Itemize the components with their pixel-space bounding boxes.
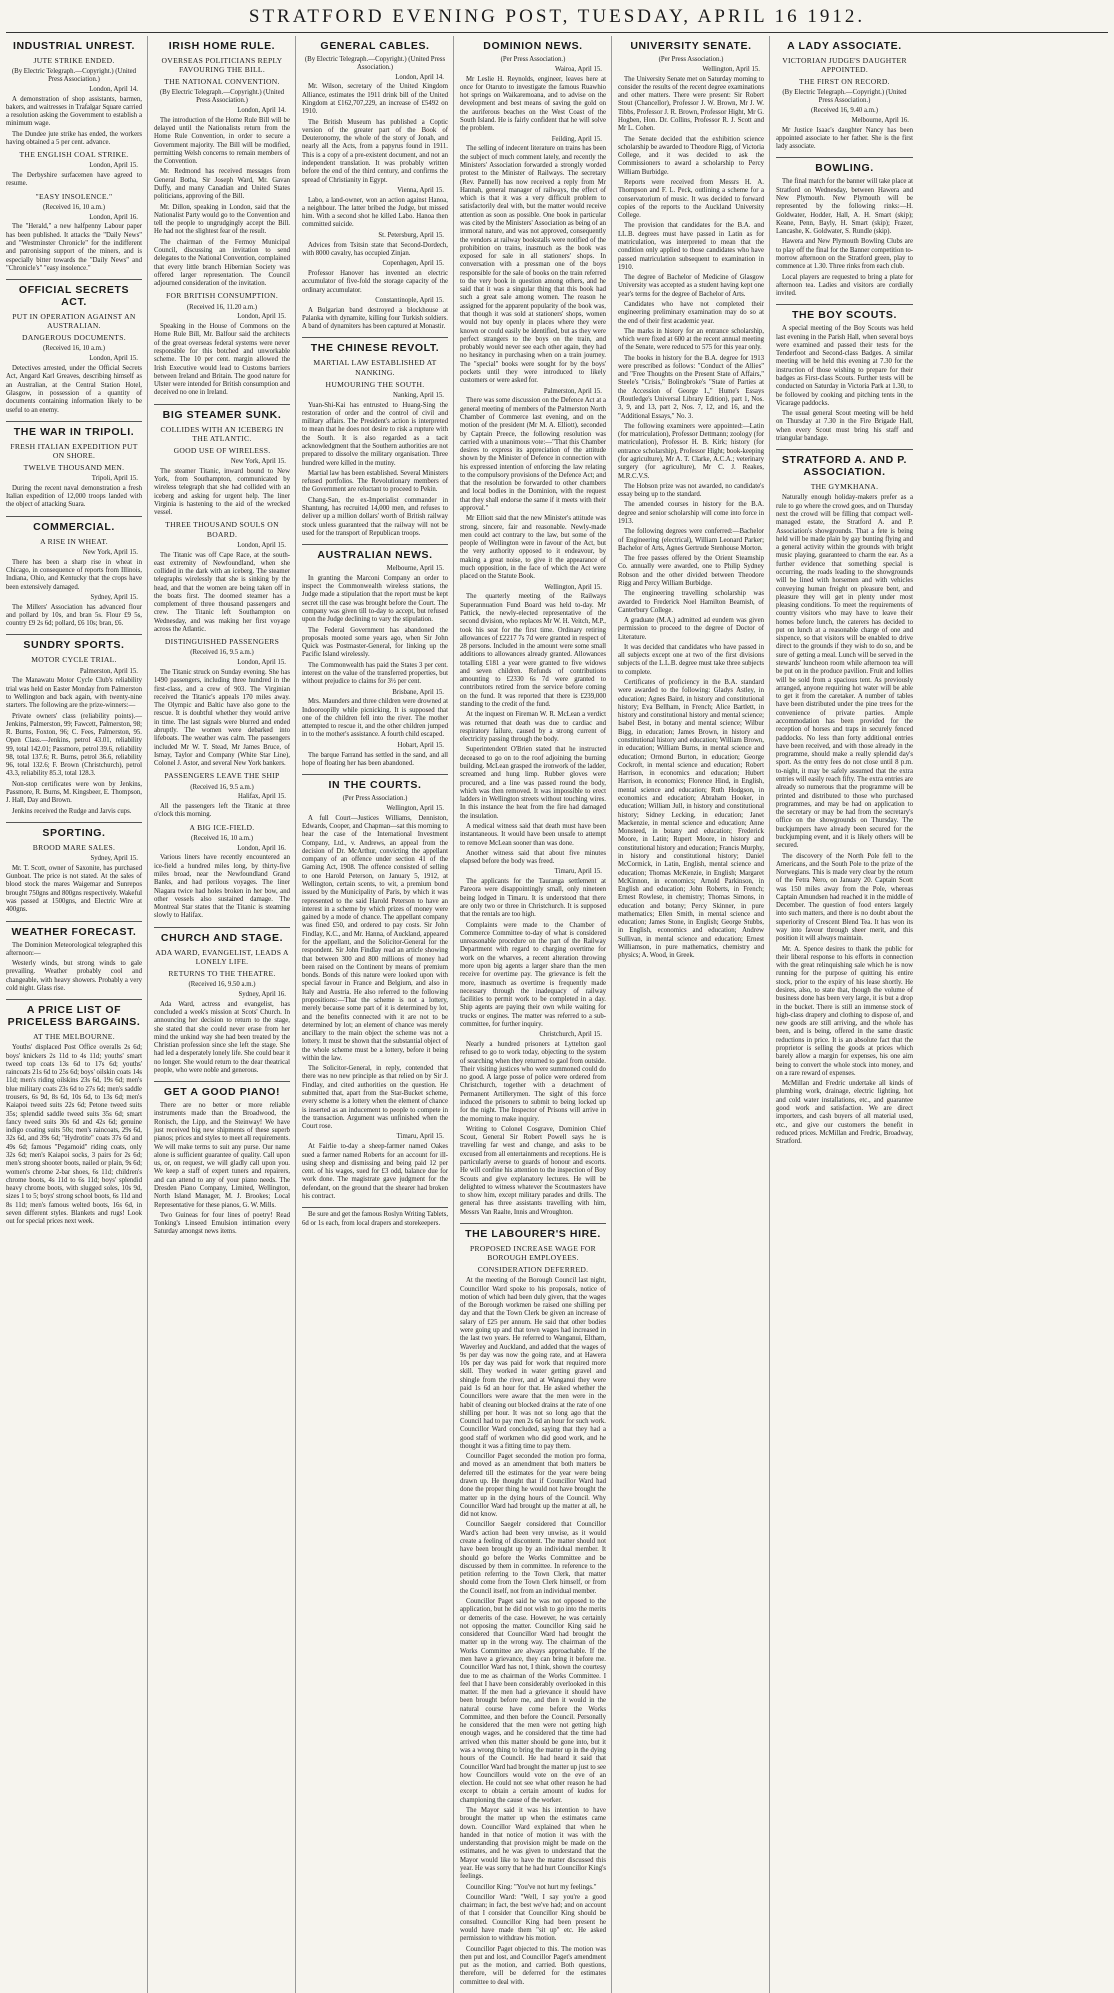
- article-paragraph: The introduction of the Home Rule Bill will be delayed until the Nationalists return from the Home Rule Convention, in order to secure a Government majority. The Bill will be modified, permitting Welsh concerns to remain members of the Convention.: [154, 116, 290, 166]
- article-paragraph: Complaints were made to the Chamber of Commerce Committee to-day of what is considered unreasonable procedure on the part of the Railway Department with regard to charging overtime for work on the wharves, a recent alteration throwing more upon big agents a larger share than the men receive for overtime pay. The grievance is felt the more, inasmuch as overtime is frequently made necessary through the inadequacy of railway facilities to permit work to be completed in a day. Ship agents are paying their own while waiting for trucks or engines. The matter was referred to a sub-committee, for further inquiry.: [460, 921, 606, 1028]
- article: [776, 449, 913, 1146]
- article-paragraph: The discovery of the North Pole fell to the Americans, and the South Pole to the prize of the Norwegians. This is made very clear by the return of the Fetra Nero, on January 20. Captain Scott was 150 miles away from the Pole, whereas Captain Amundsen had reached it in the middle of December. The question of food enters largely into such matters, and there is no doubt about the superiority of Crescent Blend Tea. It has won its way into favour through sheer merit, and this position it will always maintain.: [776, 852, 913, 943]
- subheading: "EASY INSOLENCE.": [35, 191, 113, 201]
- article-paragraph: The Senate decided that the exhibition science scholarship be awarded to Theodore Rigg, of Victoria College, and it was decided to ask the Commissioners to award a scholarship to Percy William Burbidge.: [618, 135, 764, 176]
- article-paragraph: Jenkins received the Rudge and Jarvis cups.: [12, 807, 132, 815]
- article-paragraph: A special meeting of the Boy Scouts was held last evening in the Parish Hall, when several boys were examined and passed their tests for the Tenderfoot and Second-class Badges. A similar meeting will be held this evening at 7.30 for the instruction of those wishing to prepare for their badges as First-class Scouts. Further tests will be conducted on Saturday in Victoria Park at 1.30, to be followed by cooking and pitching tents in the Vicarage paddocks.: [776, 325, 913, 407]
- subheading: THE NATIONAL CONVENTION.: [164, 77, 280, 87]
- dateline: London, April 16.: [237, 844, 286, 852]
- dateline: Palmerston, April 15.: [79, 667, 138, 675]
- article-paragraph: The Dominion Meteorological telegraphed this afternoon:—: [6, 941, 142, 957]
- article-paragraph: A graduate (M.A.) admitted ad eundem was given permission to proceed to the degree of Doctor of Literature.: [618, 617, 764, 641]
- article: [776, 40, 913, 151]
- subheading: DISTINGUISHED PASSENGERS: [164, 637, 280, 647]
- subheading: THE ENGLISH COAL STRIKE.: [19, 150, 129, 160]
- article: [6, 40, 142, 273]
- subheading: BROOD MARE SALES.: [32, 842, 116, 852]
- subheading: GOOD USE OF WIRELESS.: [173, 445, 271, 455]
- article: [618, 40, 764, 961]
- article-paragraph: The Hobson prize was not awarded, no candidate's essay being up to the standard.: [618, 482, 764, 499]
- column-rule: [154, 404, 290, 405]
- column-rule: [6, 634, 142, 635]
- article-paragraph: Mr. A. Spence desires to thank the public for their liberal response to his efforts in connection with the great relinquishing sale which he is now running for the purpose of quitting his entire stock, prior to the expiry of his lease shortly. He desires, also, to state that, though the volume of business done has been very large, it is but a drop in the bucket. There is still an immense stock of high-class drapery and clothing to dispose of, and new goods are still arriving, and the whole has been, and is being, offered in the same drastic reductions in price. It is an absolute fact that the proprietor is selling the goods at prices which barely allow a margin for expenses, his one aim being to convert the whole stock into money, and on a rare reward of expenses.: [776, 945, 913, 1077]
- column-rule: [154, 1081, 290, 1082]
- column-rule: [302, 1207, 448, 1208]
- column-rule: [460, 1223, 606, 1224]
- article-heading: CHURCH AND STAGE.: [160, 931, 284, 944]
- dateline: London, April 15.: [237, 541, 286, 549]
- column-rule: [776, 304, 913, 305]
- column-1: [6, 36, 148, 1993]
- article-paragraph: The marks in history for an entrance scholarship, which were fixed at 600 at the recent annual meeting of the Senate, were reduced to 575 for this year only.: [618, 327, 764, 352]
- article-paragraph: Martial law has been established. Several Ministers refused portfolios. The Revolutionary members of the Government are reluctant to proceed to Pekin.: [302, 469, 448, 494]
- article-heading: GET A GOOD PIANO!: [163, 1086, 281, 1099]
- dateline: London, April 14.: [237, 106, 286, 114]
- column-rule: [302, 544, 448, 545]
- source-line: (By Electric Telegraph.—Copyright.) (United Press Association.): [11, 68, 137, 83]
- article-heading: GENERAL CABLES.: [320, 40, 430, 52]
- article-paragraph: Mr Justice Isaac's daughter Nancy has been appointed associate to her father. She is the first lady associate.: [776, 126, 913, 151]
- article-paragraph: At the inquest on Fireman W. R. McLean a verdict was returned that death was due to cardiac and respiratory failure, caused by a strong current of electricity passing through the body.: [460, 711, 606, 744]
- dateline: New York, April 15.: [230, 457, 286, 465]
- article-paragraph: It was decided that candidates who have passed in all subjects except one at two of the first divisions subjects of the L.L.B. degree must take three subjects to complete.: [618, 643, 764, 676]
- article-paragraph: The Millers' Association has advanced flour and pollard by 10s, and bran 5s. Flour £9 5s, country £9 2s 6d; pollard, £6 10s; bran, £6.: [6, 603, 142, 628]
- dateline: Tripoli, April 15.: [91, 475, 138, 483]
- dateline: Sydney, April 15.: [90, 855, 138, 862]
- article: [6, 634, 142, 815]
- article-paragraph: Mr. Redmond has received messages from General Botha, Sir Joseph Ward, Mr. Gavan Duffy, and many Canadian and United States politicians, approving of the Bill.: [154, 168, 290, 201]
- article-paragraph: The Federal Government has abandoned the proposals mooted some years ago, when Sir John Quick was Postmaster-General, for linking up the Pacific Island wirelessly.: [302, 626, 448, 659]
- article-paragraph: The usual general Scout meeting will be held on Thursday at 7.30 in the Fire Brigade Hall, when every Scout must bring his staff and triangular bandage.: [776, 410, 913, 443]
- column-rule: [776, 449, 913, 450]
- article-paragraph: The Titanic was off Cape Race, at the south-east extremity of Newfoundland, when she collided in the dark with an iceberg. The steamer telegraphs wirelessly that she is sinking by the head, and that the women are being taken off in the boats first. The doomed steamer has a complement of three thousand passengers and crew. The Titanic left Southampton on Wednesday, and was making her first voyage across the Atlantic.: [154, 551, 290, 634]
- article-paragraph: Reports were received from Messrs H. A. Thompson and F. L. Peck, outlining a scheme for a conservatorium of music. It was decided to forward copies of the reports to the Auckland University College.: [618, 179, 764, 220]
- article-heading: DOMINION NEWS.: [483, 40, 583, 52]
- dateline: Nanking, April 15.: [393, 391, 444, 399]
- article: [154, 927, 290, 1075]
- article-paragraph: There was some discussion on the Defence Act at a general meeting of members of the Palmerston North Chamber of Commerce last evening, and on the motion of the president (Mr M. A. Elliott), seconded by Captain Preece, the following resolution was carried with a unanimous vote:—"That this Chamber desires to express its appreciation of the attitude shown by the Minister of Defence in connection with his expressed intention of enforcing the law relating to the compulsory provisions of the Defence Act; and that the resolution be forwarded to other chambers and local bodies in the Dominion, with the request that they shall endorse the same if it meets with their approval.": [460, 397, 606, 513]
- column-rule: [6, 421, 142, 422]
- article-heading: A PRICE LIST OF PRICELESS BARGAINS.: [7, 1004, 141, 1029]
- subheading: TWELVE THOUSAND MEN.: [23, 463, 125, 472]
- article-paragraph: All the passengers left the Titanic at three o'clock this morning.: [154, 803, 290, 819]
- subheading: JUTE STRIKE ENDED.: [33, 56, 115, 65]
- subheading: THREE THOUSAND SOULS ON BOARD.: [165, 520, 279, 539]
- article-paragraph: Mr. Wilson, secretary of the United Kingdom Alliance, estimates the 1911 drink bill of the United Kingdom at £162,707,229, an increase of £5492 on 1910.: [302, 83, 448, 116]
- article-paragraph: Yuan-Shi-Kai has entrusted to Huang-Sing the restoration of order and the control of civil and military affairs. The President's action is interpreted to mean that he does not desire to risk a rupture with the South. It is also regarded as a tacit acknowledgment that the Southern authorities are not prepared to dissolve the military organisation. Three hundred were killed in the mutiny.: [302, 401, 448, 467]
- article: [6, 421, 142, 510]
- article-paragraph: The University Senate met on Saturday morning to consider the results of the recent degree examinations and other matters. There were present: Sir Robert Stout (Chancellor), Professor J. W. Brown, Mr J. W. Tibbs, Professor J. R. Brown, Professor Hight, Mr G. Hogben, Hon. Dr. Collins, Professor R. J. Scott and Mr L. Cohen.: [618, 75, 764, 133]
- dateline: Melbourne, April 15.: [386, 565, 444, 573]
- article-paragraph: The degree of Bachelor of Medicine of Glasgow University was accepted as a student having kept one year's terms for the degree of Bachelor of Arts.: [618, 274, 764, 298]
- subheading: PASSENGERS LEAVE THE SHIP: [164, 771, 280, 781]
- dateline: Sydney, April 15.: [90, 593, 138, 601]
- article-paragraph: A Bulgarian band destroyed a blockhouse at Palanka with dynamite, killing four Turkish soldiers. A band of dynamiters has been captured at Monastir.: [302, 306, 448, 331]
- dateline: London, April 14.: [395, 73, 444, 81]
- article-paragraph: The "Herald," a new halfpenny Labour paper has been published. It attacks the "Daily News" and "Westminster Chronicle" for the indifferent and patronising support of the miners, and is especially bitter towards the "Daily News" and "Chronicle's" "easy insolence.": [6, 223, 142, 272]
- article-paragraph: Detectives arrested, under the Official Secrets Act, Angard Karl Greaves, describing himself as an Australian, at the Central Station Hotel, Glasgow, in possession of a quantity of documents containing information likely to be useful to an enemy.: [6, 365, 142, 414]
- column-5: [618, 36, 770, 1993]
- subheading: CONSIDERATION DEFERRED.: [477, 1265, 589, 1275]
- dateline: Melbourne, April 16.: [851, 116, 909, 124]
- article-paragraph: The Manawatu Motor Cycle Club's reliability trial was held on Easter Monday from Palmerston to Wellington and back again, with twenty-nine starters. The following are the prize-winners:—: [6, 677, 142, 710]
- article-paragraph: The applicants for the Tauranga settlement at Pareora were disappointingly small, only nineteen being lodged in Timaru. It is understood that there are only two or three in Christchurch. It is supposed that the rentals are too high.: [460, 878, 606, 919]
- article: [302, 40, 448, 331]
- article-heading: BOWLING.: [815, 162, 874, 175]
- article: [154, 1081, 290, 1237]
- article-heading: A LADY ASSOCIATE.: [787, 40, 902, 52]
- article-paragraph: Councillor Paget seconded the motion pro forma, and moved as an amendment that both matters be deferred till the estimates for the year were being drawn up. He thought that if Councillor Ward had done the proper thing he would not have brought the matter up in the dying hours of the Council. Why Councillor Ward had brought up the matter at all, he did not know.: [460, 1453, 606, 1519]
- article: [6, 516, 142, 629]
- article-paragraph: A medical witness said that death must have been instantaneous. It would have been unsafe to attempt to remove McLean sooner than was done.: [460, 822, 606, 847]
- dateline: Copenhagen, April 15.: [382, 260, 444, 268]
- article-paragraph: Youths' displaced Post Office overalls 2s 6d; boys' knickers 2s 11d to 4s 11d; youths' smart tweed top coats 13s 6d to 17s 6d; youths' raincoats 21s 6d to 25s 6d; boys' oilskin coats 14s 11d; men's riding oilskins 23s 6d, 19s 6d; men's blue military coats 23s 6d to 27s 6d; men's saddle trousers, 6s 9d, 8s 6d, 10s 6d, to 13s 6d; men's Kaiapoi tweed suits 22s 6d; Petone tweed suits 35s; splendid saddle tweed suits 35s 6d; smart fancy tweed suits 30s 6d and 42s 6d; genuine indigo coating suits 50s; men's raincoats, 29s 6d, 32s 6d, and 39s 6d; "Hydrotite" coats 37s 6d and 49s 6d; famous "Pegamoid" riding coats, only 32s 6d; men's Kaiapoi socks, 3 pairs for 2s 6d; men's strong shooter boots, nailed or plain, 9s 6d; women's chrome 2-bar shoes, 6s 11d; children's chrome boots, 4s 11d to 6s 11d; boys' splendid heavy chrome boots, with slugged soles, 10s 9d, sizes 1 to 5; boys' strong school boots, 6s 11d and 8s 11d; men's famous welted boots, 16s 6d, in seven different styles. Blankets and rugs! Look out for special prices next week.: [6, 1044, 142, 1226]
- article-paragraph: Private owners' class (reliability points).—Jenkins, Palmerston, 99; Fawcett, Palmerston, 98; R. Burns, Foxton, 96; C. Fees, Palmerston, 95. Open Class.—Jenkins, petrol 43.01, reliability 99, total 142.01; Passmore, petrol 39.6, reliability 98, total 137.6; R. Burns, petrol 36.6, reliability 96, total 132.6; F. Brown (Christchurch), petrol 43.3, reliability 85.3, total 128.3.: [6, 712, 142, 778]
- article-paragraph: Nearly a hundred prisoners at Lyttelton gaol refused to go to work today, objecting to the system of searching when they returned to gaol from outside. Their visiting justices who were summoned could do no good. A large posse of police were ordered from Christchurch, together with a detachment of Permanent Artillerymen. The sight of this force induced the prisoners to submit to being locked up for the night. The Inspector of Prisons will arrive in the morning to make inquiry.: [460, 1041, 606, 1123]
- subheading: OVERSEAS POLITICIANS REPLY FAVOURING THE BILL.: [161, 56, 283, 75]
- article-heading: SUNDRY SPORTS.: [23, 639, 125, 652]
- subheading: HUMOURING THE SOUTH.: [325, 379, 425, 389]
- dateline: Feilding, April 15.: [551, 135, 602, 143]
- article: [302, 544, 448, 768]
- subheading: FRESH ITALIAN EXPEDITION PUT ON SHORE.: [10, 441, 138, 460]
- subheading: ADA WARD, EVANGELIST, LEADS A LONELY LIFE.: [155, 947, 289, 966]
- article-paragraph: During the recent naval demonstration a fresh Italian expedition of 12,000 troops landed with the object of attacking Suara.: [6, 484, 142, 509]
- article-paragraph: The British Museum has published a Coptic version of the greater part of the Book of Deuteronomy, the whole of the story of Jonah, and nearly all the Acts, from a papyrus found in 1911. This is a copy of a pre-existent document, and not an independent translation. It was probably written before the end of the third century, and confirms the spread of Christianity in Egypt.: [302, 118, 448, 184]
- labourers-hire-article: [460, 1223, 606, 1987]
- article-paragraph: The free passes offered by the Orient Steamship Co. annually were awarded, one to Philip Sydney Robson and the other divided between Theodore Rigg and Percy William Burbidge.: [618, 555, 764, 587]
- article-paragraph: Advices from Tsitsin state that Second-Dordech, with 8000 cavalry, has occupied Zinjan.: [302, 241, 448, 257]
- article-paragraph: Councillor Saegelr considered that Councillor Ward's action had been very unwise, as it would create a feeling of discontent. The matter should not have been brought up by an individual member. It should go before the Works Committee and be discussed by them in committee. In reference to the petition referring to the Town Clerk, that matter should come from the Town Clerk himself, or from the Council itself, not from an individual member.: [460, 1521, 606, 1595]
- columns-container: [6, 36, 1108, 1986]
- dateline: London, April 14.: [89, 85, 138, 93]
- article-paragraph: McMillan and Fredric undertake all kinds of plumbing work, drainage, electric lighting, hot and cold water installations, etc., and guarantee good work and satisfaction. We are direct importers, and cash buyers of all material used, etc., and give our customers the benefit in reduced prices. McMillan and Fredric, Broadway, Stratford.: [776, 1080, 913, 1146]
- dateline: Sydney, April 16.: [238, 990, 286, 998]
- article-paragraph: The quarterly meeting of the Railways Superannuation Fund Board was held to-day. Mr Pattick, the newly-elected representative of the second division, who replaces Mr W. H. Veitch, M.P., took his seat for the first time. Ordinary retiring allowances of £2217 7s 7d were granted in respect of 28 persons. Included in the amount were some small additions to allowances already granted. Allowances totalling £181 a year were granted to five widows and seven children. Refunds of contributions amounting to £2330 6s 7d were granted to contributors retired from the service before coming on the fund. It was reported that there is £239,000 standing to the credit of the fund.: [460, 593, 606, 709]
- subheading: THE FIRST ON RECORD.: [799, 77, 890, 87]
- dateline: London, April 16.: [89, 213, 138, 221]
- article-heading: STRATFORD A. AND P. ASSOCIATION.: [781, 454, 908, 479]
- source-line: (Per Press Association.): [658, 56, 724, 63]
- source-line: (Received 16, 10 a.m.): [191, 834, 253, 842]
- dateline: Wellington, April 15.: [702, 65, 760, 73]
- dateline: London, April 15.: [89, 162, 138, 170]
- article-paragraph: Speaking in the House of Commons on the Home Rule Bill, Mr. Balfour said the architects of the great overseas federal systems were never responsible for this botched and unworkable scheme. The 10 per cent. margin allowed the Irish Executive would lead to Customs barriers between Ireland and Britain. The good nature for Ulster were intended for British consumption and deceived no one in Ireland.: [154, 323, 290, 397]
- article-paragraph: Mr. T. Scott, owner of Saxonite, has purchased Gunboat. The price is not stated. At the sales of blood stock the mares Waigemar and Sunrepos brought 750gns and 800gns respectively. Wakeful was passed at 1500gns, and Electric Wire at 400gns.: [6, 864, 142, 914]
- article-heading: IN THE COURTS.: [328, 779, 422, 792]
- subheading: THE GYMKHANA.: [810, 482, 879, 492]
- article-paragraph: At Fairlie to-day a sheep-farmer named Oakes sued a farmer named Roberts for an account for ill-using sheep and dismissing and being paid 12 per cent. of his wages, sued for £3 odd, balance due for work done. The magistrate gave judgment for the defendant, on the ground that the shearer had broken his contract.: [302, 1143, 448, 1200]
- subheading: RETURNS TO THE THEATRE.: [168, 968, 276, 978]
- article-paragraph: The following degrees were conferred:—Bachelor of Engineering (electrical), William Leonard Parker; Bachelor of Arts, Agnes Gertrude Stenhouse Morton.: [618, 528, 764, 552]
- dateline: London, April 15.: [237, 313, 286, 321]
- subheading: MARTIAL LAW ESTABLISHED AT NANKING.: [313, 358, 437, 377]
- article-paragraph: There are no better or more reliable instruments made than the Broadwood, the Ronisch, the Lipp, and the Steinway! We have just received big new shipments of these superb pianos; prices and styles to meet all requirements. We will make terms to suit any purse. Our name alone is sufficient guarantee of quality. Call upon us, or, on request, we will gladly call upon you. We keep a staff of expert tuners and repairers, and can attend to any of your piano needs. The Dresden Piano Company, Limited, Wellington, North Island Manager, M. J. Brookes; Local Representative for these pianos, G. W. Mills.: [154, 1102, 290, 1209]
- article-paragraph: Councillor Paget objected to this. The motion was then put and lost, and Councillor Paget's amendment put as the motion, and carried. Both questions, therefore, will be deferred for the estimates committee to deal with.: [460, 1945, 606, 1986]
- dateline: Palmerston, April 15.: [543, 387, 602, 395]
- source-line: (Received 16, 9.5 a.m.): [190, 649, 254, 657]
- article-heading: WEATHER FORECAST.: [11, 925, 137, 938]
- dateline: Hobart, April 15.: [397, 741, 444, 749]
- source-line: (By Electric Telegraph.—Copyright.) (United Press Association.): [159, 89, 285, 105]
- column-3: [302, 36, 454, 1993]
- dateline: Timaru, April 15.: [554, 868, 602, 876]
- article-paragraph: The Mayor said it was his intention to have brought the matter up when the estimates came down. Councillor Ward explained that when he handed in that notice of motion it was with the understanding that provision might be made on the estimates, and he was given to understand that the Mayor would like to have the matter discussed this year. He was sorry that he had hurt Councillor King's feelings.: [460, 1807, 606, 1881]
- article-heading: BIG STEAMER SUNK.: [162, 408, 282, 421]
- article-paragraph: Councillor Paget said he was not opposed to the application, but he did not wish to go into the merits or demerits of the case. However, he was certainly not opposing the matter. Councillor King said he considered that Councillor Ward had brought the matter up in the wrong way. The chairman of the Works Committee are always approachable. If the men have a grievance, they can bring it before me. Councillor Ward has not, I think, shown the courtesy due to me as chairman of the Works Committee. I feel that I have been considerably overlooked in this matter. If the men had a grievance it should have been brought before me, and then it would in the natural course have come before the Works Committee, and then before the Council. Personally he considered that the men were not getting high enough wages, and he considered that the time had arrived when this matter should be gone into, but it was a wrong thing to bring the matter up in the dying hours of the Council. He had heard it said that Councillor Ward had brought the matter up just to see how Councillors would vote on the eve of an election. He could not see what other reason he had except to obtain a certain amount of kudos for championing the cause of the worker.: [460, 1597, 606, 1804]
- article: [6, 822, 142, 915]
- article: [776, 304, 913, 443]
- article-paragraph: Another witness said that about five minutes elapsed before the body was freed.: [460, 849, 606, 866]
- column-rule: [776, 157, 913, 158]
- dateline: Constantinople, April 15.: [375, 296, 444, 304]
- article-paragraph: Writing to Colonel Cosgrave, Dominion Chief Scout, General Sir Robert Powell says he is travelling far west and change, and asks to be excused from all entertainments and receptions. He is particularly averse to guards of honour and escorts. He will confine his attention to the inspection of Boy Scouts and give explanatory lectures. He will be delighted to witness whatever the Scoutmasters have to show him, except military parades and drills. The general has three assistants travelling with him, Messrs Van Raalte, Innis and Wroughton.: [460, 1125, 606, 1216]
- article-heading: SPORTING.: [42, 826, 106, 839]
- article-paragraph: Local players are requested to bring a plate for afternoon tea. Ladies and visitors are cordially invited.: [776, 273, 913, 298]
- dateline: St. Petersburg, April 15.: [378, 231, 444, 239]
- column-rule: [302, 337, 448, 338]
- article-paragraph: The Commonwealth has paid the States 3 per cent. interest on the value of the transferred properties, but without prejudice to claims for 3½ per cent.: [302, 661, 448, 686]
- dateline: Wellington, April 15.: [544, 583, 602, 591]
- source-line: (Per Press Association.): [500, 56, 566, 63]
- article-heading: OFFICIAL SECRETS ACT.: [18, 284, 130, 309]
- source-line: (Received 16, 9.50 a.m.): [188, 981, 256, 989]
- subheading: DANGEROUS DOCUMENTS.: [22, 333, 126, 343]
- article-paragraph: The following examiners were appointed:—Latin (for matriculation), Professor Dettmann; zoology (for matriculation), Professor H. B. Kirk; history (for entrance scholarship), Professor Hight; book-keeping (for agriculture), Mr A. T. Clarke, A.C.A.; veterinary surgery (for agriculture), Mr C. J. Reakes, M.R.C.V.S.: [618, 422, 764, 480]
- article-paragraph: A demonstration of shop assistants, barmen, bakers, and waitresses in Trafalgar Square carried a resolution asking the Government to establish a minimum wage.: [6, 95, 142, 128]
- subheading: COLLIDES WITH AN ICEBERG IN THE ATLANTIC.: [160, 424, 284, 443]
- subheading: VICTORIAN JUDGE'S DAUGHTER APPOINTED.: [782, 56, 907, 75]
- article: [6, 999, 142, 1226]
- dateline: Christchurch, April 15.: [539, 1031, 602, 1039]
- column-rule: [6, 822, 142, 823]
- dateline: London, April 15.: [237, 659, 286, 667]
- article-heading: THE WAR IN TRIPOLI.: [13, 425, 135, 438]
- article-paragraph: Professor Hanover has invented an electric accumulator of five-fold the storage capacity of the ordinary accumulator.: [302, 269, 448, 294]
- article-paragraph: The engineering travelling scholarship was awarded to Frederick Noel Hamilton Beamish, of Canterbury College.: [618, 590, 764, 614]
- column-rule: [302, 774, 448, 775]
- article-heading: UNIVERSITY SENATE.: [630, 40, 752, 52]
- article: [302, 337, 448, 538]
- article-paragraph: Non-stop certificates were won by Jenkins, Passmore, R. Burns, M. Kingsbeer, E. Thompson, J. Hall, Day and Brown.: [6, 780, 142, 805]
- article-paragraph: Mr Elliott said that the new Minister's attitude was strong, sincere, fair and reasonable. Newly-made men could act contrary to the law, but some of the people of Wellington were in favour of the Act, but the very authority opposed to it endeavour, by making a great noise, to give it the appearance of much opposition, in the face of which the Act were placed on the Statute Book.: [460, 515, 606, 581]
- article-heading: AUSTRALIAN NEWS.: [317, 549, 433, 562]
- article: [460, 40, 606, 1217]
- article-paragraph: The selling of indecent literature on trains has been the subject of much comment lately, and recently the Ministers' Association forwarded a strongly worded protest to the Minister of Railways. The secretary (Rev. Pannell) has now received a reply from Mr Hannah, general manager of railways, the effect of which is that it was a very difficult problem to satisfactorily deal with, but the matter would receive attention as soon as possible. One book in particular was cited by the Ministers' Association as being of an immoral nature, and was not approved, consequently the vendors at railway bookstalls were notified of the prohibition on trains, inasmuch as the book was exposed for sale in all stationers' shops. In conversation with a pressman one of the boys responsible for the sale of books on the train referred to the very book in question among others, and he said that it was a singular thing that this book had such a great sale among women. The reason he assigned for the apparent popularity of the book was, that though it was sold at stationers' shops, women would not buy openly in places where they were known or could easily be identified, but as they were perfect strangers to the boys on the train, and probably would never see each other again, they had no hesitancy in purchasing when on a train journey. The "special" books were sought for by the boys' pockets until they were introduced to likely customers or were asked for.: [460, 145, 606, 385]
- article-paragraph: The Solicitor-General, in reply, contended that there was no new principle as that relied on by Sir J. Findlay, and cited authorities on the question. He submitted that, apart from the Star-Bucket scheme, every scheme is a lottery when the element of chance is inserted as an inducement to people to compete in the transaction. Argument was unfinished when the Court rose.: [302, 1065, 448, 1131]
- article-paragraph: Westerly winds, but strong winds to gale prevailing. Weather probably cool and changeable, with heavy showers. Probably a very cold night. Glass rise.: [6, 960, 142, 992]
- article: [302, 774, 448, 1201]
- article: [776, 157, 913, 298]
- column-6: [776, 36, 918, 1993]
- article-paragraph: The barque Farrand has settled in the sand, and all hope of floating her has been abandoned.: [302, 751, 448, 767]
- source-line: (Received 16, 9.5 a.m.): [190, 783, 254, 791]
- article-paragraph: Certificates of proficiency in the B.A. standard were awarded to the following: Gladys Astley, in education; Agnes Baird, in history and constitutional history; Eva Bellham, in French; Alice Bartlett, in history and constitutional history and mental science; Isabel Best, in botany and mental science; Wilbur Bigg, in education; James Brown, in history and constitutional history and education; William Brown, in education; William Burns, in mental science and education; Ormond Burton, in education; George Cockroft, in mental science and education; Robert Harrison, in economics and education; Hubert Harrison, in economics; Florence Hind, in English, mental science and education; Ruth Hodgson, in economics and education; Abraham Hooker, in education; William Jull, in history and constitutional history; Sidney Lecking, in education; Janet Mackenzie, in mental science and education; Anne Monsteed, in botany and education; Frederick Moore, in Latin; Rupert Moore, in history and constitutional history and education; Francis Murphy, in history and constitutional history; Daniel McCormick, in Latin, English, mental science and education; Thomas McKenzie, in English; Margaret McKinnon, in economics; Arnold Parkinson, in English and education; John Roberts, in French; Ernest Rowlese, in chemistry; Thomas Simons, in education and botany; Percy Skinner, in pure mathematics; Ellen Smith, in mental science and education; James Stone, in English; George Stubbs, in English, economics and education; Andrew Sullivan, in mental science and education; Ernest Williamson, in pure mathematics, chemistry and physics; A. Wood, in Greek.: [618, 679, 764, 960]
- source-line: (By Electric Telegraph.—Copyright.) (United Press Association.): [304, 56, 446, 71]
- article-paragraph: Ada Ward, actress and evangelist, has concluded a week's mission at Scots' Church. In announcing her decision to return to the stage, she stated that she could never erase from her mind the unkind way she had been treated by the Christian profession since she left the stage. She had led a desperately lonely life. She could bear it no longer. She would return to the dear theatrical people, who were noble and generous.: [154, 1000, 290, 1074]
- article-paragraph: The amended courses in history for the B.A. degree and senior scholarship will come into force in 1913.: [618, 501, 764, 525]
- subheading: PROPOSED INCREASE WAGE FOR BOROUGH EMPLOYEES.: [469, 1243, 596, 1263]
- source-line: (Per Press Association.): [342, 795, 408, 803]
- article-heading: COMMERCIAL.: [33, 520, 115, 533]
- article-paragraph: Mr. Dillon, speaking in London, said that the Nationalist Party would go to the Convention and tell the people to ungrudgingly accept the Bill. He had not the slightest fear of the result.: [154, 203, 290, 236]
- article-paragraph: Superintendent O'Brien stated that he instructed deceased to go on to the roof adjoining the burning building. McLean grasped the ironwork of the ladder, screamed and hung limp. Rubber gloves were procured, and a line was passed round the body, which was then removed. It was impossible to erect ladders in Wellington streets without touching wires. In this instance the heat from the fire had damaged the insulation.: [460, 746, 606, 820]
- masthead: STRATFORD EVENING POST, TUESDAY, APRIL 16 1912.: [6, 4, 1108, 33]
- subheading: AT THE MELBOURNE.: [33, 1032, 115, 1042]
- article-paragraph: The chairman of the Fermoy Municipal Council, discussing an invitation to send delegates to the National Convention, complained that every little branch Hibernian Society was offered larger representation. The Council adjourned consideration of the invitation.: [154, 238, 290, 288]
- column-2: [154, 36, 296, 1993]
- article-paragraph: The final match for the banner will take place at Stratford on Wednesday, between Hawera and New Plymouth. New Plymouth will be represented by the following rinks:—H. Goldwater, Hodder, Hall, A. H. Smart (skip); Keane, Penn, Bayly, H. Smart (skip); Frazer, Lancashe, K. Goldwater, S. Rundle (skip).: [776, 178, 913, 236]
- article-paragraph: Candidates who have not completed their engineering preliminary examination may do so at the end of their first academic year.: [618, 300, 764, 325]
- article-paragraph: Mr Leslie H. Reynolds, engineer, leaves here at once for Otaruto to investigate the famous Ruawhio hot springs on Waikaremoana, and to advise on the development and best means of saving the gold on the auriferous beaches on the West Coast of the South Island. He is fairly confident that he will solve the problem.: [460, 75, 606, 133]
- article-paragraph: The Titanic struck on Sunday evening. She has 1490 passengers, including three hundred in the first-class, and a crew of 903. The Virginian received the Titanic's appeals 170 miles away. The Olympic and Baltic have also gone to the rescue. It is doubtful whether they would arrive in time. The last signals were blurred and ended abruptly. The women were debarked into lifeboats. The weather was calm. The passengers included Mr W. T. Stead, Mr James Bruce, of Ismay, Taylor and Company (White Star Line), Colonel J. Astor, and several New York bankers.: [154, 669, 290, 768]
- dateline: Vienna, April 15.: [397, 186, 444, 194]
- article-paragraph: The Dundee jute strike has ended, the workers having obtained a 5 per cent. advance.: [6, 130, 142, 146]
- article-paragraph: The provision that candidates for the B.A. and LL.B. degrees must have passed in Latin as for matriculation, was interpreted to mean that the condition only applied to those candidates who have passed matriculation subsequent to examination in 1910.: [618, 222, 764, 271]
- dateline: London, April 15.: [89, 355, 138, 363]
- article-paragraph: Councillor King: "You've not hurt my feelings.": [466, 1883, 597, 1891]
- dateline: Halifax, April 15.: [238, 793, 286, 801]
- article: [154, 404, 290, 921]
- column-rule: [6, 516, 142, 517]
- article-heading: THE CHINESE REVOLT.: [310, 342, 440, 355]
- dateline: New York, April 15.: [82, 548, 138, 556]
- article-paragraph: At the meeting of the Borough Council last night, Councillor Ward spoke to his proposals, notice of motion of which had been duly given, that the wages of the Borough workmen be raised one shilling per day and that the Town Clerk be given an increase of salary of £25 per annum. He said that other bodies were going up and that town wages had increased in the last two years. He referred to Wanganui, Eltham, Waverley and Auckland, and added that the wages of 9s per day was now the going rate, and at Hawera 10s per day was paid for work that required more skill. They worked in water getting gravel and shingle from the river, and at Wanganui they were paid 1s 6d an hour for that. He asked whether the Councillors were aware that the men were in the habit of cleaning out blocked drains at the rate of one shilling per hour. It was not so long ago that the Council had to pay men 2s 6d an hour for such work. Councillor Ward concluded, saying that they had a good staff of workmen who did good work, and he thought it was a fitting time to pay them.: [460, 1277, 606, 1450]
- article-heading: THE LABOURER'S HIRE.: [465, 1227, 601, 1240]
- subheading: PUT IN OPERATION AGAINST AN AUSTRALIAN.: [12, 312, 136, 331]
- article: [6, 279, 142, 415]
- article-paragraph: Naturally enough holiday-makers prefer as a rule to go where the crowd goes, and on Thursday next the crowd will be filling that compact well-managed estate, the Stratford A. and P. Association's showgrounds. That a fete is being held will be made plain by gay bunting flying and a general activity within the grounds with bright music playing, guaranteed to charm the ear. As a further evidence that something special is occurring, the roads leading to the showgrounds will be lined with horsemen and with vehicles conveying human freight on pleasure bent, and pleasure they will get in plenty under most pleasing conditions. To meet the requirements of country visitors who may have to leave their homes before lunch, the caterers has decided to put on lunch at a reasonable charge of one and sixpence, so that visitors will be enabled to drive direct to the grounds if they wish to do so, and be sure of getting a meal. Lunch will be served in the stewards' luncheon room while afternoon tea will be put on in the produce pavilion. Fruit and lollies will be sold from a spacious tent. As previously arranged, anyone requiring hot water will be able to get it from the caretaker. A number of tables have been distributed under the pine trees for the convenience of private parties. Ample accommodation has been provided for the reception of horses and traps in securely fenced paddocks. No less than forty additional entries have been received, and with those already in the programme, should make a really splendid day's sport. As the entry fees do not close until 8 p.m. to-night, it may be safely assumed that the extra entries will easily reach fifty. The extra entries are already so numerous that the programme will be printed and distributed to those who purchased programmes, and may be had on application to the secretary or may be had from the secretary's office on the showgrounds on Thursday. The buckjumpers have already been secured for the buckjumping event, and it is likely others will be secured.: [776, 494, 913, 850]
- column-rule: [6, 279, 142, 280]
- article-heading: IRISH HOME RULE.: [168, 40, 276, 52]
- dateline: Wairoa, April 15.: [554, 65, 602, 73]
- subheading: A RISE IN WHEAT.: [40, 536, 108, 546]
- ad-text: Be sure and get the famous Roslyn Writing Tablets, 6d or 1s each, from local drapers and storekeepers.: [302, 1211, 449, 1227]
- column-rule: [6, 921, 142, 922]
- column-4: [460, 36, 612, 1993]
- article-paragraph: A full Court—Justices Williams, Denniston, Edwards, Cooper, and Chapman—sat this morning to hear the case of the International Investment Company, Ltd., v. Andrews, an appeal from the decision of Dr. McArthur, convicting the appellant company of an offence under section 41 of the Gaming Act, 1908. The offence consisted of selling to one Harold Peterson, on January 5, 1912, at Wellington, certain scents, to wit, a premium bond issued by the Municipality of Paris, by which it was represented to the said Harold Peterson to have an interest in a scheme by which prizes of money were gained by a mode of chance. The appellant company was fined £50, and ordered to pay costs. Sir John Findlay, K.C., and Mr. Hanna, of Auckland, appeared for the appellant, and the Solicitor-General for the respondent. Sir John Findlay read an article showing that between 300 and 800 millions of money had been raised on the Continent by means of premium bonds. Bonds of this nature were looked upon with special favour in France and Belgium, and also in Italy and Austria. He also referred to the following propositions:—That the scheme is not a lottery, merely because some part of it is determined by lot, and the benefits connected with it are not to be determined by lot; an element of chance was merely ancillary to the main object the scheme was not a lottery. It must be shown that the substantial object of the whole scheme must be a lottery, before it being within the law.: [302, 814, 448, 1062]
- article-paragraph: Labo, a land-owner, won an action against Hanoa, a neighbour. The latter bribed the Judge, but missed him. With a second shot he killed Labo. Hanoa then committed suicide.: [302, 196, 448, 229]
- source-line: (Received 16, 10 a.m.): [43, 203, 105, 211]
- writing-tablets-ad: [302, 1207, 448, 1228]
- article-paragraph: The books in history for the B.A. degree for 1913 were prescribed as follows: "Conduct of the Allies" and "Free Thoughts on the Present State of Affairs," Steele's "Crisis," Bolingbroke's "State of Parties at the Accession of George I.," Hume's Essays (Routledge's Universal Library Edition), part 1, Nos. 3, 9, and 13, part 2, Nos. 7, 12, and 16, and the "Additional Essays," No. 3.: [618, 354, 764, 420]
- subheading: FOR BRITISH CONSUMPTION.: [165, 291, 279, 301]
- article-paragraph: Hawera and New Plymouth Bowling Clubs are to play off the final for the Banner competition to-morrow afternoon on the Stratford green, play to commence at 1.30. Three rinks from each club.: [776, 238, 913, 271]
- article-paragraph: Chang-San, the ex-Imperialist commander in Shantung, has recruited 14,000 men, and refuses to deliver up a million dollars' worth of British railway stock unless guaranteed that the railway will not be used for the transport of Republican troops.: [302, 496, 448, 537]
- column-rule: [154, 927, 290, 928]
- article-heading: INDUSTRIAL UNREST.: [12, 40, 136, 52]
- article-paragraph: The Derbyshire surfacemen have agreed to resume.: [6, 172, 142, 188]
- source-line: (Received 16, 9.40 a.m.): [810, 106, 878, 114]
- source-line: (Received 16, 10 a.m.): [43, 345, 105, 353]
- dateline: Wellington, April 15.: [386, 804, 444, 812]
- article-paragraph: There has been a sharp rise in wheat in Chicago, in consequence of reports from Illinois, Indiana, Ohio, and Kentucky that the crops have been extensively damaged.: [6, 558, 142, 591]
- subheading: A BIG ICE-FIELD.: [189, 822, 255, 832]
- dateline: Timaru, April 15.: [396, 1133, 444, 1141]
- article: [154, 40, 290, 398]
- article-paragraph: Councillor Ward: "Well, I say you're a good chairman; in fact, the best we've had; and on account of that I consider that Councillor King should be consulted. Councillor King had been present he would have made them "sit up" etc. He asked permission to withdraw his motion.: [460, 1893, 606, 1943]
- source-line: (By Electric Telegraph.—Copyright.) (United Press Association.): [782, 89, 907, 105]
- article-paragraph: The steamer Titanic, inward bound to New York, from Southampton, communicated by wireless telegraph that she had collided with an iceberg and asking for urgent help. The liner Virginia is hastening to the aid of the wrecked vessel.: [154, 467, 290, 517]
- source-line: (Received 16, 11.20 a.m.): [186, 303, 258, 311]
- article: [6, 921, 142, 994]
- article-paragraph: In granting the Marconi Company an order to inspect the Commonwealth wireless stations, the Judge made a stipulation that the report must be kept secret till the case was brought before the Court. The company was given till to-day to accept, but refused upon the Judge declining to vary the stipulation.: [302, 574, 448, 624]
- article-paragraph: Mrs. Maunders and three children were drowned at Indooroopilly while picnicking. It is supposed that one of the children fell into the river. The mother attempted to rescue it, and the other children jumped in to the mother's assistance. A fourth child escaped.: [302, 698, 448, 739]
- subheading: MOTOR CYCLE TRIAL.: [31, 655, 117, 665]
- article-paragraph: Various liners have recently encountered an ice-field a hundred miles long, by thirty-five miles broad, near the Newfoundland Grand Banks, and had perilous voyages. The liner Niagara twice had holes broken in her bow, and other vessels also sustained damage. The Montreal Star states that the Titanic is steaming slowly to Halifax.: [154, 854, 290, 920]
- article-heading: THE BOY SCOUTS.: [791, 309, 898, 322]
- column-rule: [6, 999, 142, 1000]
- dateline: Brisbane, April 15.: [392, 688, 444, 696]
- article-paragraph: Two Guineas for four lines of poetry! Read Tonking's Linseed Emulsion intimation every Saturday amongst news items.: [154, 1211, 290, 1236]
